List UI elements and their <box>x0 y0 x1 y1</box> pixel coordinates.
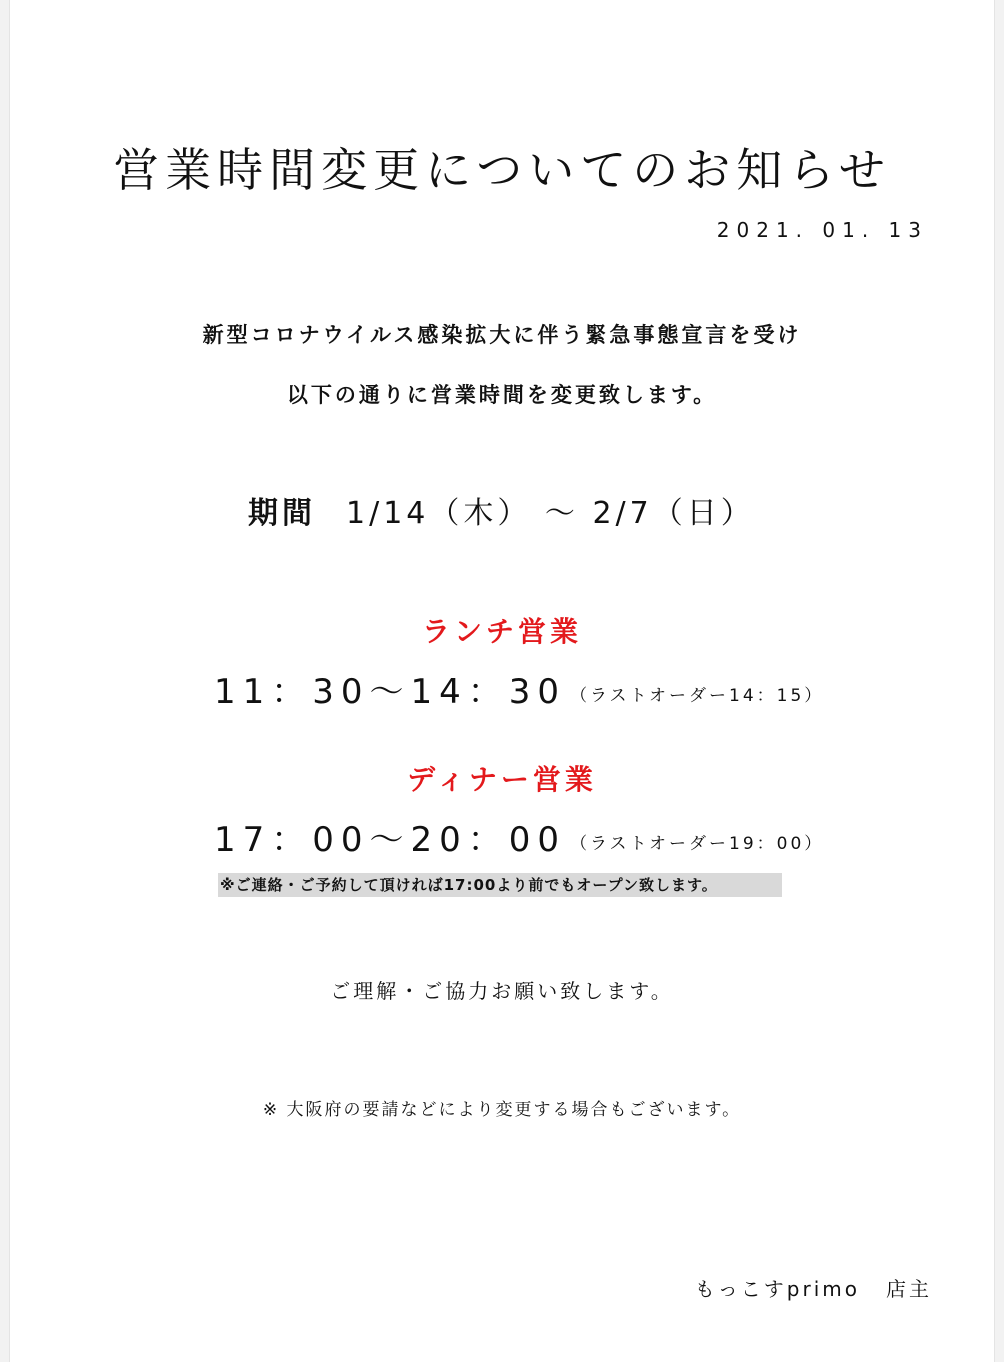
early-open-note: ※ご連絡・ご予約して頂ければ17:00より前でもオープン致します。 <box>218 873 782 897</box>
lunch-last-order: （ラストオーダー14：15） <box>570 686 825 706</box>
owner-title: 店主 <box>886 1277 932 1301</box>
signature <box>695 1274 932 1304</box>
period-range: 1/14（木） ～ 2/7（日） <box>346 496 755 531</box>
dinner-hours-row <box>214 818 824 866</box>
page-margin-left <box>0 0 10 1362</box>
lunch-hours-row <box>214 670 824 718</box>
intro-line-1: 新型コロナウイルス感染拡大に伴う緊急事態宣言を受け <box>202 323 802 347</box>
notice-date: 2021. 01. 13 <box>716 218 928 242</box>
intro-line-2: 以下の通りに営業時間を変更致します。 <box>286 383 718 407</box>
change-caution: ※ 大阪府の要請などにより変更する場合もございます。 <box>262 1100 742 1120</box>
thanks-message: ご理解・ご協力お願い致します。 <box>330 979 674 1003</box>
dinner-hours: 17：00～20：00 <box>214 820 567 860</box>
lunch-section-title: ランチ営業 <box>421 615 582 648</box>
shop-name: もっこすprimo <box>694 1277 860 1301</box>
notice-title: 営業時間変更についてのお知らせ <box>113 143 891 197</box>
dinner-last-order: （ラストオーダー19：00） <box>570 834 825 854</box>
period-row <box>248 492 755 536</box>
dinner-section-title: ディナー営業 <box>407 763 597 796</box>
page-margin-right <box>994 0 1004 1362</box>
period-label: 期間 <box>248 496 316 531</box>
lunch-hours: 11：30～14：30 <box>214 672 567 712</box>
